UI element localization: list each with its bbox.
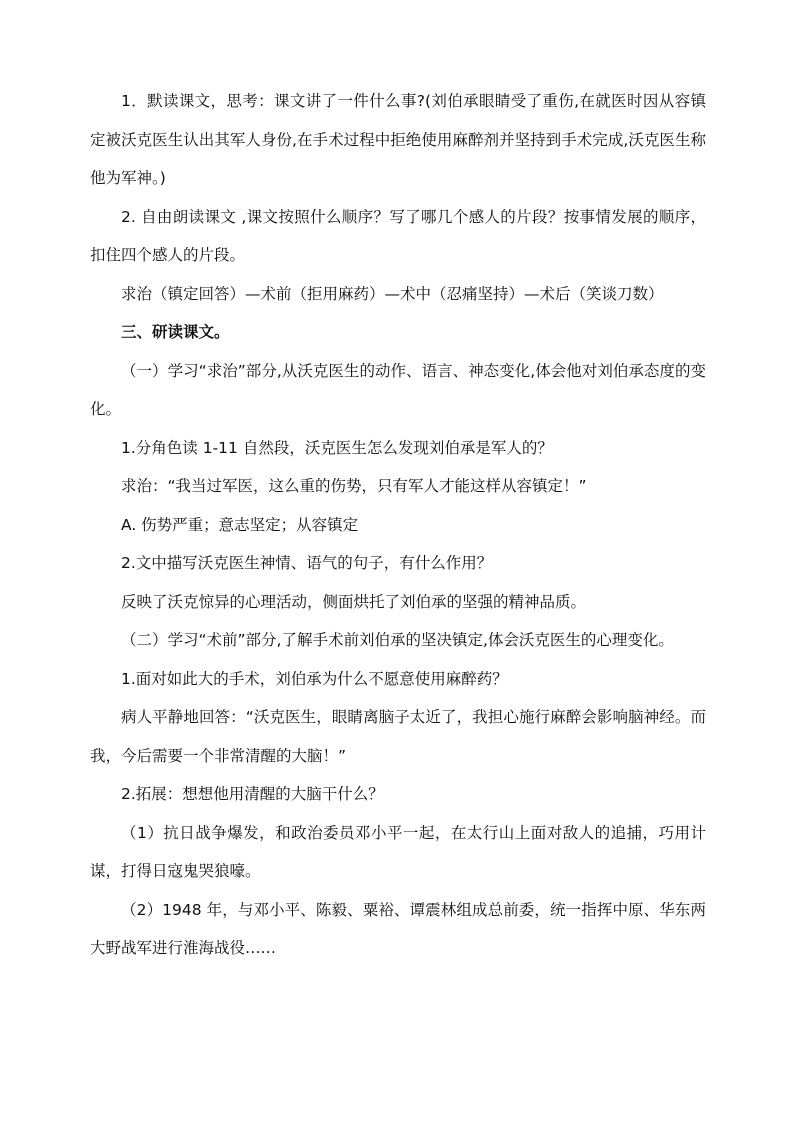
paragraph-part-1-q2: 2.文中描写沃克医生神情、语气的句子，有什么作用？ (121, 554, 493, 572)
paragraph-part-2-intro: （二）学习“术前”部分,了解手术前刘伯承的坚决镇定,体会沃克医生的心理变化。 (121, 631, 674, 649)
paragraph-part-1-intro: （一）学习“求治”部分,从沃克医生的动作、语言、神态变化,体会他对刘伯承态度的变化。 (90, 361, 706, 418)
paragraph-extension-2: （2）1948 年，与邓小平、陈毅、粟裕、谭震林组成总前委，统一指挥中原、华东两大野战军进行淮海战役…… (90, 900, 706, 957)
paragraph-part-1-quote: 求治：“我当过军医，这么重的伤势，只有军人才能这样从容镇定！” (121, 477, 587, 495)
paragraph-structure: 求治（镇定回答）—术前（拒用麻药）—术中（忍痛坚持）—术后（笑谈刀数） (121, 284, 664, 303)
paragraph-question-1: 1．默读课文，思考：课文讲了一件什么事?(刘伯承眼睛受了重伤,在就医时因从容镇定被沃克医生认出其军人身份,在手术过程中拒绝使用麻醉剂并坚持到手术完成,沃克医生称他为军神。) (90, 92, 706, 187)
paragraph-part-2-q1: 1.面对如此大的手术，刘伯承为什么不愿意使用麻醉药？ (121, 669, 508, 688)
paragraph-extension-1: （1）抗日战争爆发，和政治委员邓小平一起，在太行山上面对敌人的追捕，巧用计谋，打得日寇鬼哭狼嚎。 (90, 823, 706, 880)
paragraph-question-2: 2. 自由朗读课文 ,课文按照什么顺序？写了哪几个感人的片段？按事情发展的顺序，扣住四个感人的片段。 (90, 207, 706, 264)
paragraph-part-2-quote: 病人平静地回答：“沃克医生，眼睛离脑子太近了，我担心施行麻醉会影响脑神经。而我，今后需要一个非常清醒的大脑！” (90, 708, 706, 765)
paragraph-part-2-q2: 2.拓展：想想他用清醒的大脑干什么？ (121, 785, 384, 803)
document-body (90, 82, 706, 968)
paragraph-part-1-q1: 1.分角色读 1-11 自然段，沃克医生怎么发现刘伯承是军人的？ (121, 438, 553, 457)
section-heading-3: 三、研读课文。 (121, 323, 230, 341)
paragraph-part-1-answer-a: A. 伤势严重；意志坚定；从容镇定 (121, 515, 359, 534)
paragraph-part-1-answer: 反映了沃克惊异的心理活动，侧面烘托了刘伯承的坚强的精神品质。 (121, 592, 587, 611)
